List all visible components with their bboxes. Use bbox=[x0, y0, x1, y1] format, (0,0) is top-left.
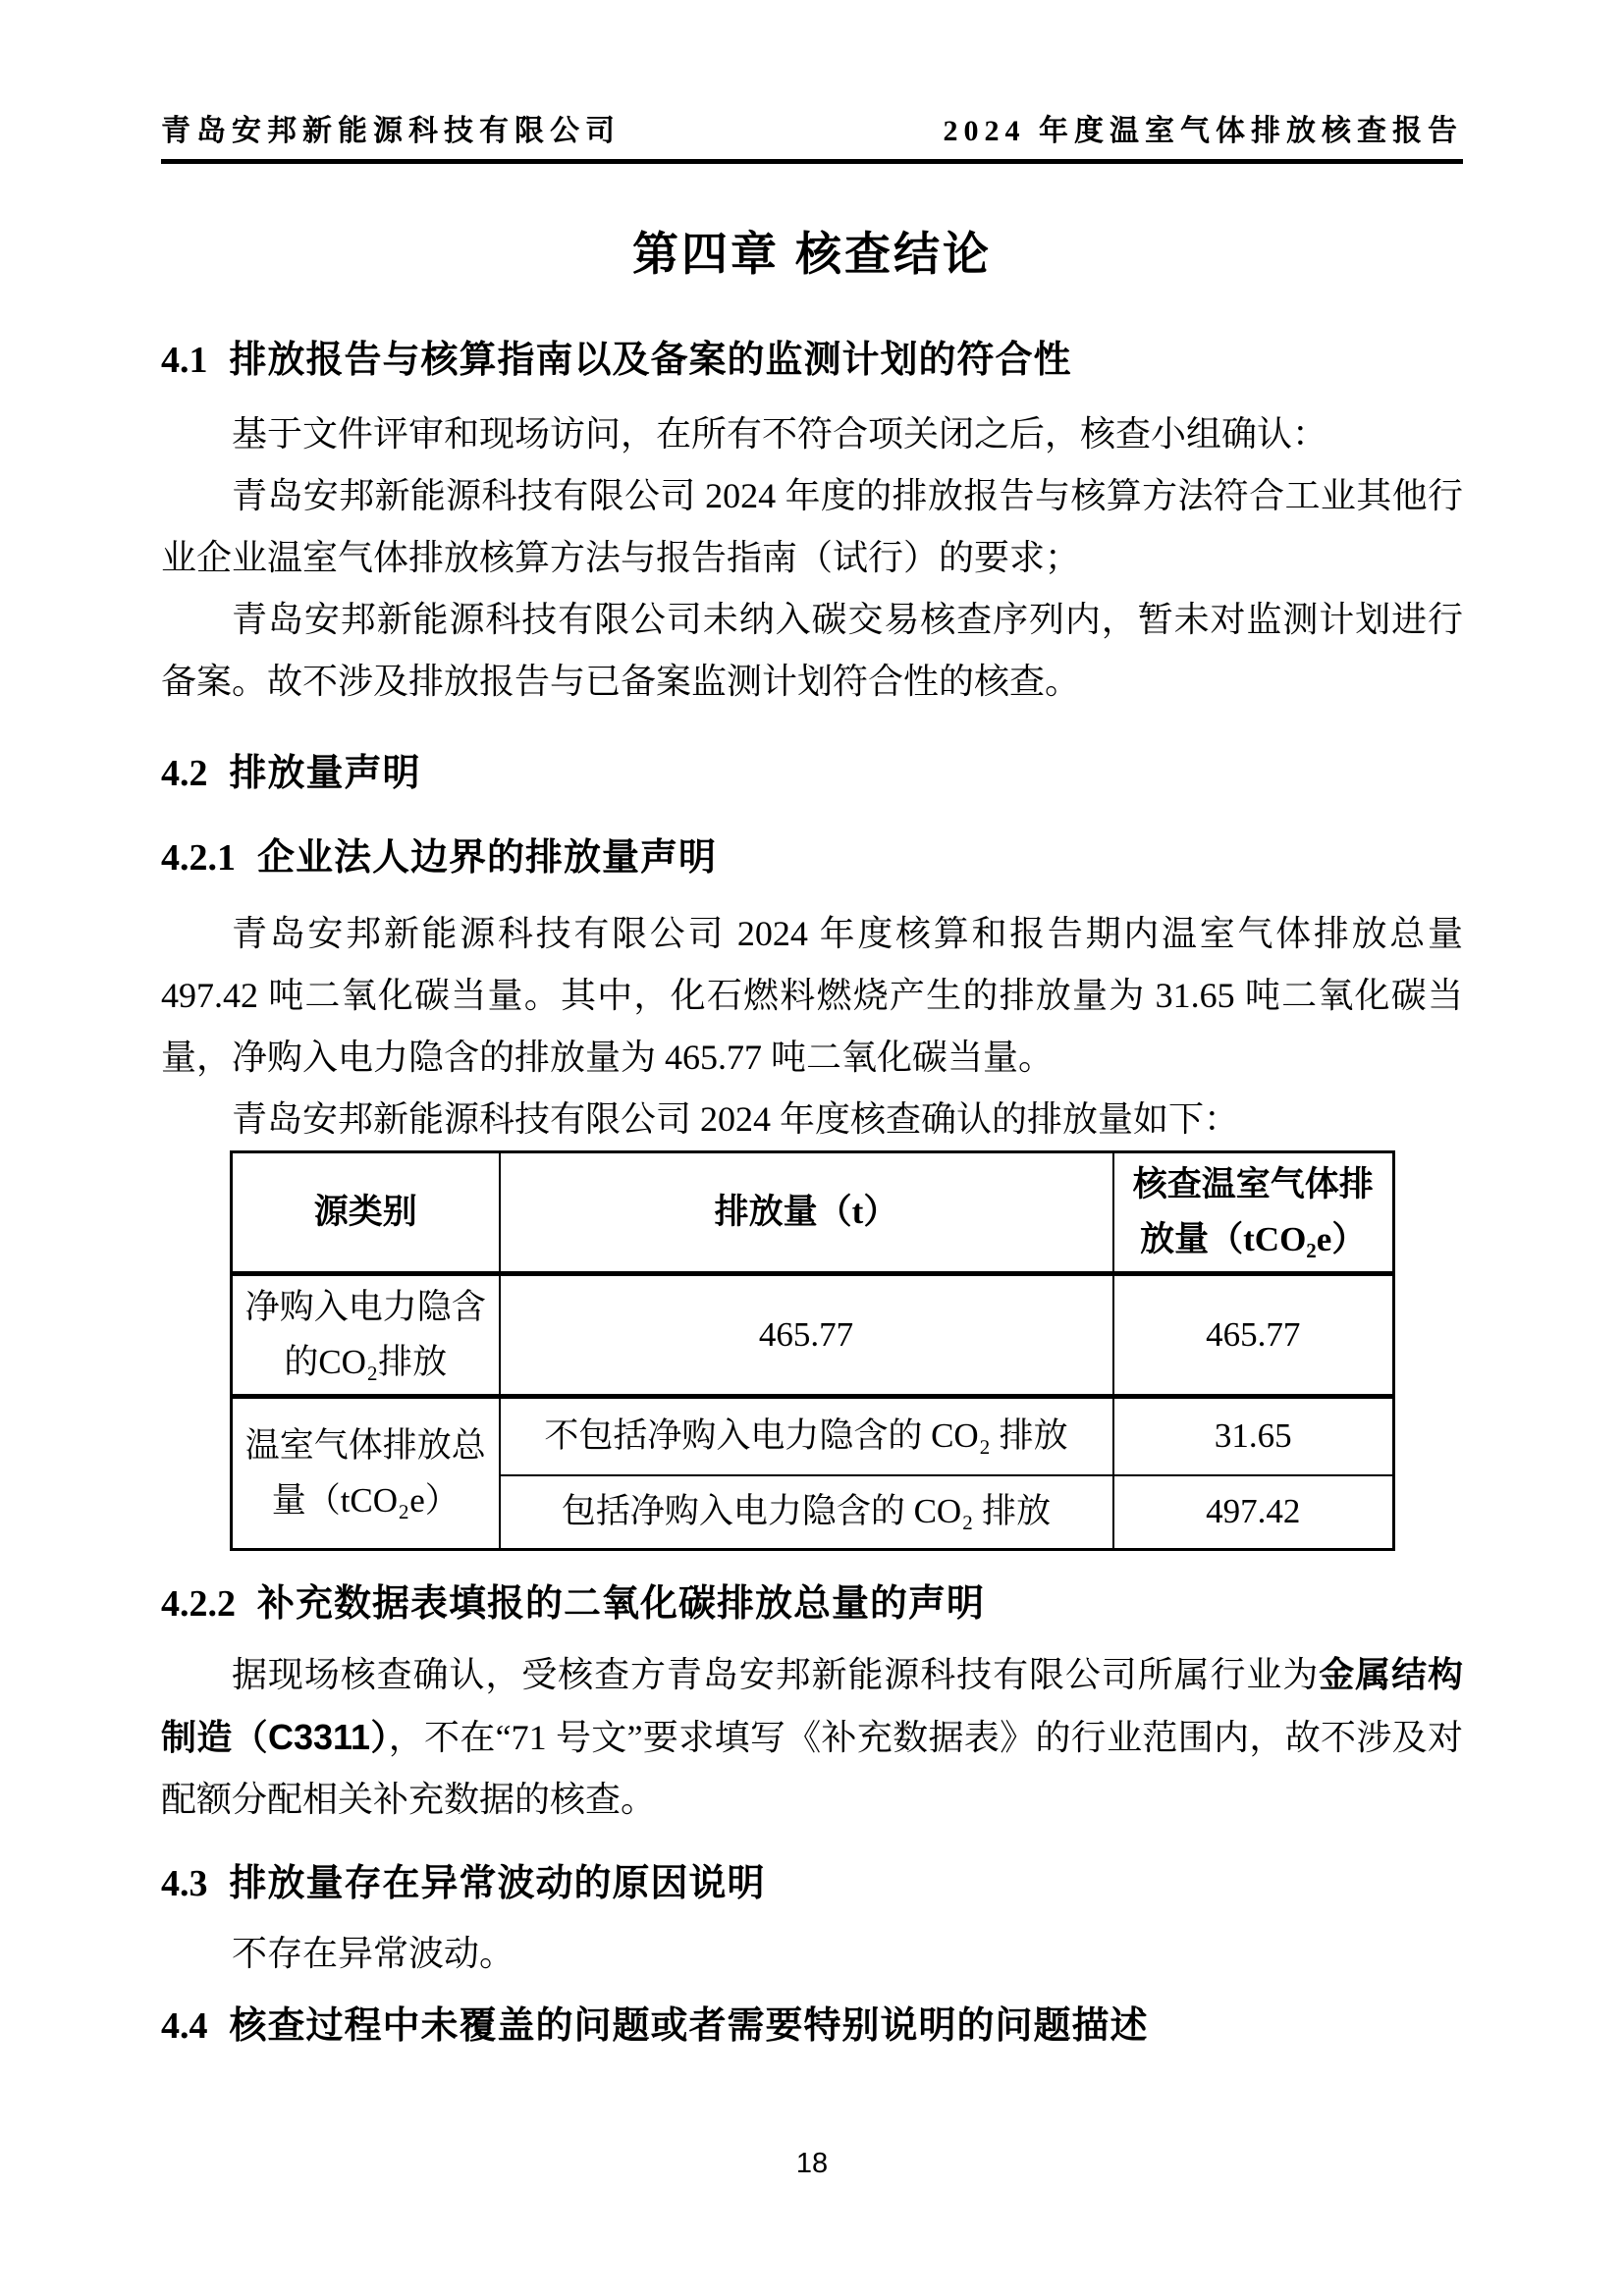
section-heading-4-4 bbox=[161, 2001, 1463, 2052]
section-title-text: 排放量声明 bbox=[229, 753, 421, 794]
cell-verified-including-electricity: 497.42 bbox=[1113, 1475, 1394, 1550]
paragraph-text: ，不在“71 号文”要求填写《补充数据表》的行业范围内，故不涉及对配额分配相关补充数据的核查。 bbox=[161, 1718, 1463, 1819]
verified-emissions-table bbox=[230, 1150, 1395, 1551]
cell-source-total-ghg: 温室气体排放总量（tCO₂e） bbox=[232, 1397, 500, 1550]
section-number: 4.2.1 bbox=[161, 837, 236, 879]
paragraph: 不存在异常波动。 bbox=[232, 1934, 515, 1973]
paragraph: 青岛安邦新能源科技有限公司 2024 年度核查确认的排放量如下： bbox=[232, 1099, 1240, 1139]
section-number: 4.2 bbox=[161, 753, 208, 794]
paragraph: 青岛安邦新能源科技有限公司 2024 年度的排放报告与核算方法符合工业其他行业企业温室气体排放核算方法与报告指南（试行）的要求； bbox=[161, 476, 1463, 577]
page-number: 18 bbox=[795, 2148, 829, 2179]
section-title-text: 企业法人边界的排放量声明 bbox=[257, 837, 718, 879]
header-report-title: 2024 年度温室气体排放核查报告 bbox=[943, 115, 1463, 147]
industry-classification-bold: 金属结构制造（C3311） bbox=[161, 1654, 1463, 1757]
table-header-row bbox=[232, 1152, 1394, 1274]
section-title-text: 核查过程中未覆盖的问题或者需要特别说明的问题描述 bbox=[229, 2005, 1149, 2047]
section-number: 4.1 bbox=[161, 340, 208, 381]
column-header-verified-ghg: 核查温室气体排放量（tCO₂e） bbox=[1113, 1152, 1394, 1274]
section-number: 4.2.2 bbox=[161, 1583, 236, 1625]
section-number: 4.3 bbox=[161, 1863, 208, 1904]
section-title-text: 补充数据表填报的二氧化碳排放总量的声明 bbox=[257, 1583, 986, 1625]
table-row bbox=[232, 1274, 1394, 1397]
section-heading-4-2-1 bbox=[161, 832, 1463, 883]
cell-desc-including-electricity: 包括净购入电力隐含的 CO₂ 排放 bbox=[500, 1475, 1113, 1550]
column-header-source-category: 源类别 bbox=[232, 1152, 500, 1274]
section-heading-4-1 bbox=[161, 335, 1463, 386]
cell-desc-excluding-electricity: 不包括净购入电力隐含的 CO₂ 排放 bbox=[500, 1397, 1113, 1475]
paragraph: 青岛安邦新能源科技有限公司 2024 年度核算和报告期内温室气体排放总量 497.42 吨二氧化碳当量。其中，化石燃料燃烧产生的排放量为 31.65 吨二氧化碳当量，净购入电力隐含的排放量为 465.77 吨二氧化碳当量。 bbox=[161, 914, 1463, 1077]
paragraph-text: 据现场核查确认，受核查方青岛安邦新能源科技有限公司所属行业为 bbox=[232, 1655, 1320, 1694]
chapter-title: 第四章 核查结论 bbox=[631, 228, 993, 280]
section-number: 4.4 bbox=[161, 2005, 208, 2047]
paragraph bbox=[161, 1643, 1463, 1831]
section-heading-4-2-2 bbox=[161, 1578, 1463, 1629]
running-header bbox=[161, 0, 1463, 164]
column-header-emission-t: 排放量（t） bbox=[500, 1152, 1113, 1274]
cell-emission-net-electricity: 465.77 bbox=[500, 1274, 1113, 1397]
cell-verified-excluding-electricity: 31.65 bbox=[1113, 1397, 1394, 1475]
paragraph: 基于文件评审和现场访问，在所有不符合项关闭之后，核查小组确认： bbox=[232, 414, 1328, 454]
cell-verified-net-electricity: 465.77 bbox=[1113, 1274, 1394, 1397]
cell-source-net-electricity: 净购入电力隐含的CO₂排放 bbox=[232, 1274, 500, 1397]
header-company-name: 青岛安邦新能源科技有限公司 bbox=[161, 115, 621, 147]
section-title-text: 排放报告与核算指南以及备案的监测计划的符合性 bbox=[229, 340, 1072, 381]
table-row bbox=[232, 1397, 1394, 1475]
section-heading-4-3 bbox=[161, 1858, 1463, 1909]
section-heading-4-2 bbox=[161, 748, 1463, 799]
section-title-text: 排放量存在异常波动的原因说明 bbox=[229, 1863, 766, 1904]
paragraph: 青岛安邦新能源科技有限公司未纳入碳交易核查序列内，暂未对监测计划进行备案。故不涉及排放报告与已备案监测计划符合性的核查。 bbox=[161, 600, 1463, 701]
